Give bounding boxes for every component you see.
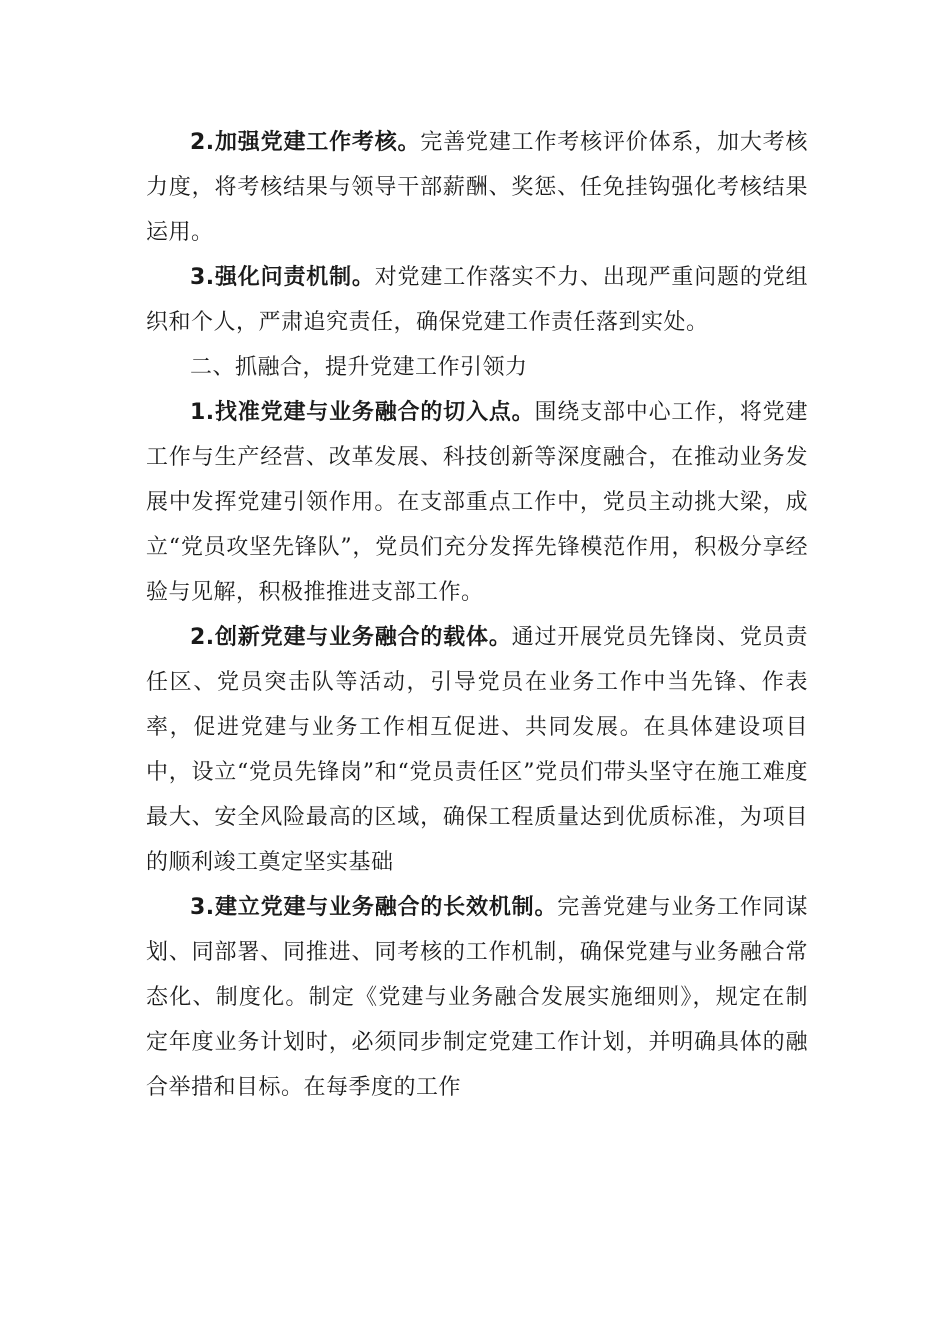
paragraph-accountability	[146, 255, 808, 345]
paragraph-lead: 2.创新党建与业务融合的载体。	[190, 625, 512, 650]
paragraph-lead: 3.建立党建与业务融合的长效机制。	[190, 895, 558, 920]
paragraph-integration-entry-point	[146, 390, 808, 615]
paragraph-body: 完善党建与业务工作同谋划、同部署、同推进、同考核的工作机制，确保党建与业务融合常态化、制度化。制定《党建与业务融合发展实施细则》，规定在制定年度业务计划时，必须同步制定党建工作计划，并明确具体的融合举措和目标。在每季度的工作	[146, 895, 808, 1100]
paragraph-strengthen-assessment	[146, 120, 808, 255]
paragraph-body: 完善党建工作考核评价体系，加大考核力度，将考核结果与领导干部薪酬、奖惩、任免挂钩强化考核结果运用。	[146, 130, 808, 245]
paragraph-lead: 1.找准党建与业务融合的切入点。	[190, 400, 535, 425]
document-page	[146, 120, 808, 1110]
section-heading: 二、抓融合，提升党建工作引领力	[190, 355, 528, 380]
paragraph-body: 围绕支部中心工作，将党建工作与生产经营、改革发展、科技创新等深度融合，在推动业务发展中发挥党建引领作用。在支部重点工作中，党员主动挑大梁，成立“党员攻坚先锋队”，党员们充分发挥先锋模范作用，积极分享经验与见解，积极推推进支部工作。	[146, 400, 808, 605]
paragraph-body: 通过开展党员先锋岗、党员责任区、党员突击队等活动，引导党员在业务工作中当先锋、作表率，促进党建与业务工作相互促进、共同发展。在具体建设项目中，设立“党员先锋岗”和“党员责任区”党员们带头坚守在施工难度最大、安全风险最高的区域，确保工程质量达到优质标准，为项目的顺利竣工奠定坚实基础	[146, 625, 808, 875]
paragraph-lead: 2.加强党建工作考核。	[190, 130, 421, 155]
paragraph-integration-carrier	[146, 615, 808, 885]
paragraph-integration-mechanism	[146, 885, 808, 1110]
paragraph-body: 对党建工作落实不力、出现严重问题的党组织和个人，严肃追究责任，确保党建工作责任落到实处。	[146, 265, 808, 335]
paragraph-lead: 3.强化问责机制。	[190, 265, 375, 290]
